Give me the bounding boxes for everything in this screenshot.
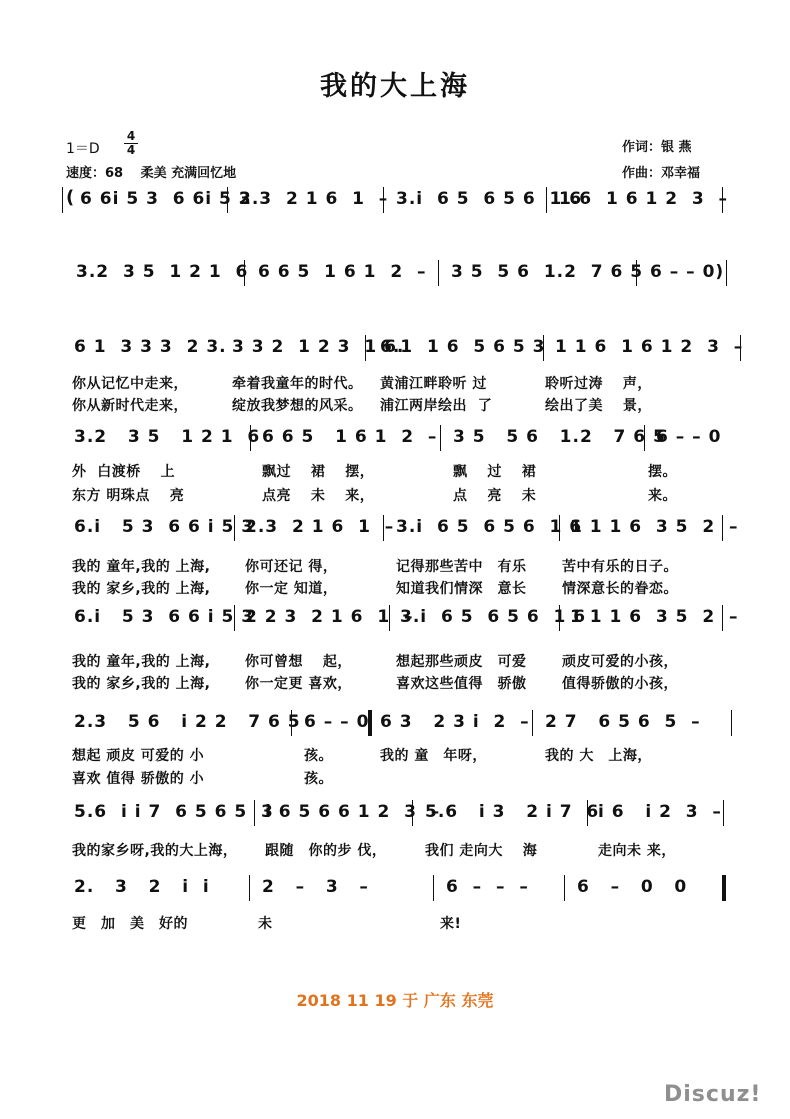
notation-row [0,423,790,455]
lyric-line [0,485,790,505]
lyric-segment: 走向未 来， [598,843,676,859]
lyric-segment: 我的 家乡,我的 上海, [72,581,211,597]
tempo-marking: 速度：68 柔美 充满回忆地 [66,166,237,181]
lyricist-credit: 作词：银 燕 [622,140,692,155]
measure: i 6 i 2 3 – [598,802,722,822]
lyric-segment: 你可还记 得， [245,559,338,575]
lyric-segment: 牵着我童年的时代。 [232,376,363,392]
lyric-line [0,768,790,788]
measure: 6 6 5 1 6 1 2 – [262,427,438,447]
measure: 2 2 3 2 1 6 1 – [245,607,414,627]
lyric-line [0,556,790,576]
lyric-segment: 未 [258,916,273,932]
time-signature-bottom: 4 [124,143,138,157]
barline [249,875,250,901]
measure: 6 – – – [446,877,529,897]
lyric-line [0,373,790,393]
lyric-segment: 我们 走向大 海 [425,843,538,859]
lyric-segment: 记得那些苦中 有乐 [396,559,527,575]
lyric-segment: 喜欢这些值得 骄傲 [396,676,527,692]
lyric-segment: 你从新时代走来， [72,398,188,414]
measure: 6 1 3 3 3 2 3. [74,337,227,357]
lyric-segment: 值得骄傲的小孩， [562,676,678,692]
lyric-segment: 浦江两岸绘出 了 [380,398,493,414]
measure: 3 5 5 6 1.2 7 6 5 [451,262,644,282]
measure: 3.i 6 5 6 5 6 1 6 [400,607,587,627]
measure: 2. 3 2 i i [74,877,210,897]
notation-row [0,185,790,217]
lyric-segment: 你一定 知道， [245,581,338,597]
barline [726,260,727,286]
lyric-segment: 你从记忆中走来， [72,376,188,392]
lyric-segment: 情深意长的眷恋。 [562,581,678,597]
lyric-line [0,913,790,933]
measure: 6.i 5 3 6 6 i 5 3 [74,607,255,627]
lyric-line [0,461,790,481]
measure: 2.3 2 1 6 1 – [239,189,389,209]
lyric-segment: 更 加 美 好的 [72,916,188,932]
measure: 3 5 5 6 1.2 7 6 5 [453,427,666,447]
lyric-segment: 我的家乡呀,我的大上海， [72,843,238,859]
lyric-segment: 绽放我梦想的风采。 [232,398,363,414]
notation-row [0,798,790,830]
lyric-line [0,840,790,860]
measure: 2 – 3 – [262,877,369,897]
lyric-segment: 点 亮 未 [453,488,537,504]
measure: 5.6 i 3 2 i 7 6 [425,802,600,822]
measure: 1 1 1 6 3 5 2 – [570,607,739,627]
lyric-segment: 飘 过 裙 [453,464,537,480]
open-parenthesis: ( [66,187,75,208]
key-signature: 1＝D [66,141,100,157]
time-signature [124,130,138,157]
lyric-segment: 我的 家乡,我的 上海, [72,676,211,692]
measure: 2 7 6 5 6 5 – [545,712,701,732]
barline [731,710,732,736]
barline [438,260,439,286]
notation-row [0,708,790,740]
notation-row [0,603,790,635]
barline [723,800,724,826]
lyric-line [0,673,790,693]
lyric-line [0,745,790,765]
lyric-segment: 跟随 你的步 伐， [265,843,387,859]
notation-row [0,258,790,290]
lyric-segment: 知道我们情深 意长 [396,581,527,597]
notation-row [0,333,790,365]
lyric-segment: 外 白渡桥 上 [72,464,176,480]
measure: 6.i 5 3 6 6 i 5 3 [74,517,255,537]
lyric-segment: 我的 童 年呀， [380,748,487,764]
measure: 1.6 1 6 1 2 3 – [559,189,729,209]
measure: 3 3 2 1 2 3 1 6. [232,337,405,357]
time-signature-top: 4 [126,129,136,143]
lyric-line [0,395,790,415]
lyric-segment: 苦中有乐的日子。 [562,559,678,575]
lyric-segment: 摆。 [648,464,677,480]
composer-credit: 作曲：邓幸福 [622,166,701,181]
composition-date: 2018 11 19 于 广东 东莞 [296,991,494,1010]
lyric-segment: 孩。 [304,748,333,764]
measure: 3.i 6 5 6 5 6 1 6 [396,517,583,537]
lyric-segment: 来。 [648,488,677,504]
double-barline [722,875,726,901]
lyric-segment: 喜欢 值得 骄傲的 小 [72,771,205,787]
lyric-segment: 聆听过涛 声， [545,376,652,392]
measure: 1 1 1 6 3 5 2 – [570,517,739,537]
measure: 5.6 i i 7 6 5 6 5 3 [74,802,274,822]
lyric-segment: 东方 明珠点 亮 [72,488,185,504]
measure: 6.1 1 6 5 6 5 3 [380,337,546,357]
lyric-line [0,578,790,598]
lyric-segment: 绘出了美 景， [545,398,652,414]
notation-row [0,873,790,905]
measure: 6 – – 0 [656,427,722,447]
measure: 2.3 2 1 6 1 – [245,517,395,537]
lyric-segment: 我的 童年,我的 上海, [72,559,211,575]
measure: 6 3 2 3 i 2 – [380,712,530,732]
measure: i 6 5 6 6 1 2 3 – [265,802,441,822]
lyric-segment: 点亮 未 来， [262,488,375,504]
measure: 6 6i 5 3 6 6i 5 3 [80,189,252,209]
barline [62,187,63,213]
barline [440,425,441,451]
measure: 6 6 5 1 6 1 2 – [258,262,427,282]
barline [564,875,565,901]
song-title: 我的大上海 [320,71,470,102]
barline [433,875,434,901]
lyric-segment: 飘过 裙 摆， [262,464,375,480]
lyric-segment: 黄浦江畔聆听 过 [380,376,487,392]
measure: 6 – – 0) [650,262,725,282]
lyric-line [0,651,790,671]
measure: 3.2 3 5 1 2 1 6 [76,262,249,282]
barline [532,710,533,736]
lyric-segment: 想起那些顽皮 可爱 [396,654,527,670]
lyric-segment: 我的 大 上海， [545,748,652,764]
measure: 2.3 5 6 i 2 2 7 6 5 [74,712,301,732]
lyric-segment: 来! [440,916,462,932]
measure: 6 – 0 0 [577,877,688,897]
measure: 6 – – 0 [304,712,370,732]
measure: 3.i 6 5 6 5 6 1 6 [396,189,583,209]
notation-row [0,513,790,545]
lyric-segment: 我的 童年,我的 上海, [72,654,211,670]
lyric-segment: 想起 顽皮 可爱的 小 [72,748,205,764]
lyric-segment: 孩。 [304,771,333,787]
measure: 1 1 6 1 6 1 2 3 – [555,337,744,357]
watermark: Discuz! [664,1082,762,1107]
lyric-segment: 你可曾想 起， [245,654,352,670]
measure: 3.2 3 5 1 2 1 6 [74,427,261,447]
lyric-segment: 顽皮可爱的小孩， [562,654,678,670]
lyric-segment: 你一定更 喜欢， [245,676,352,692]
